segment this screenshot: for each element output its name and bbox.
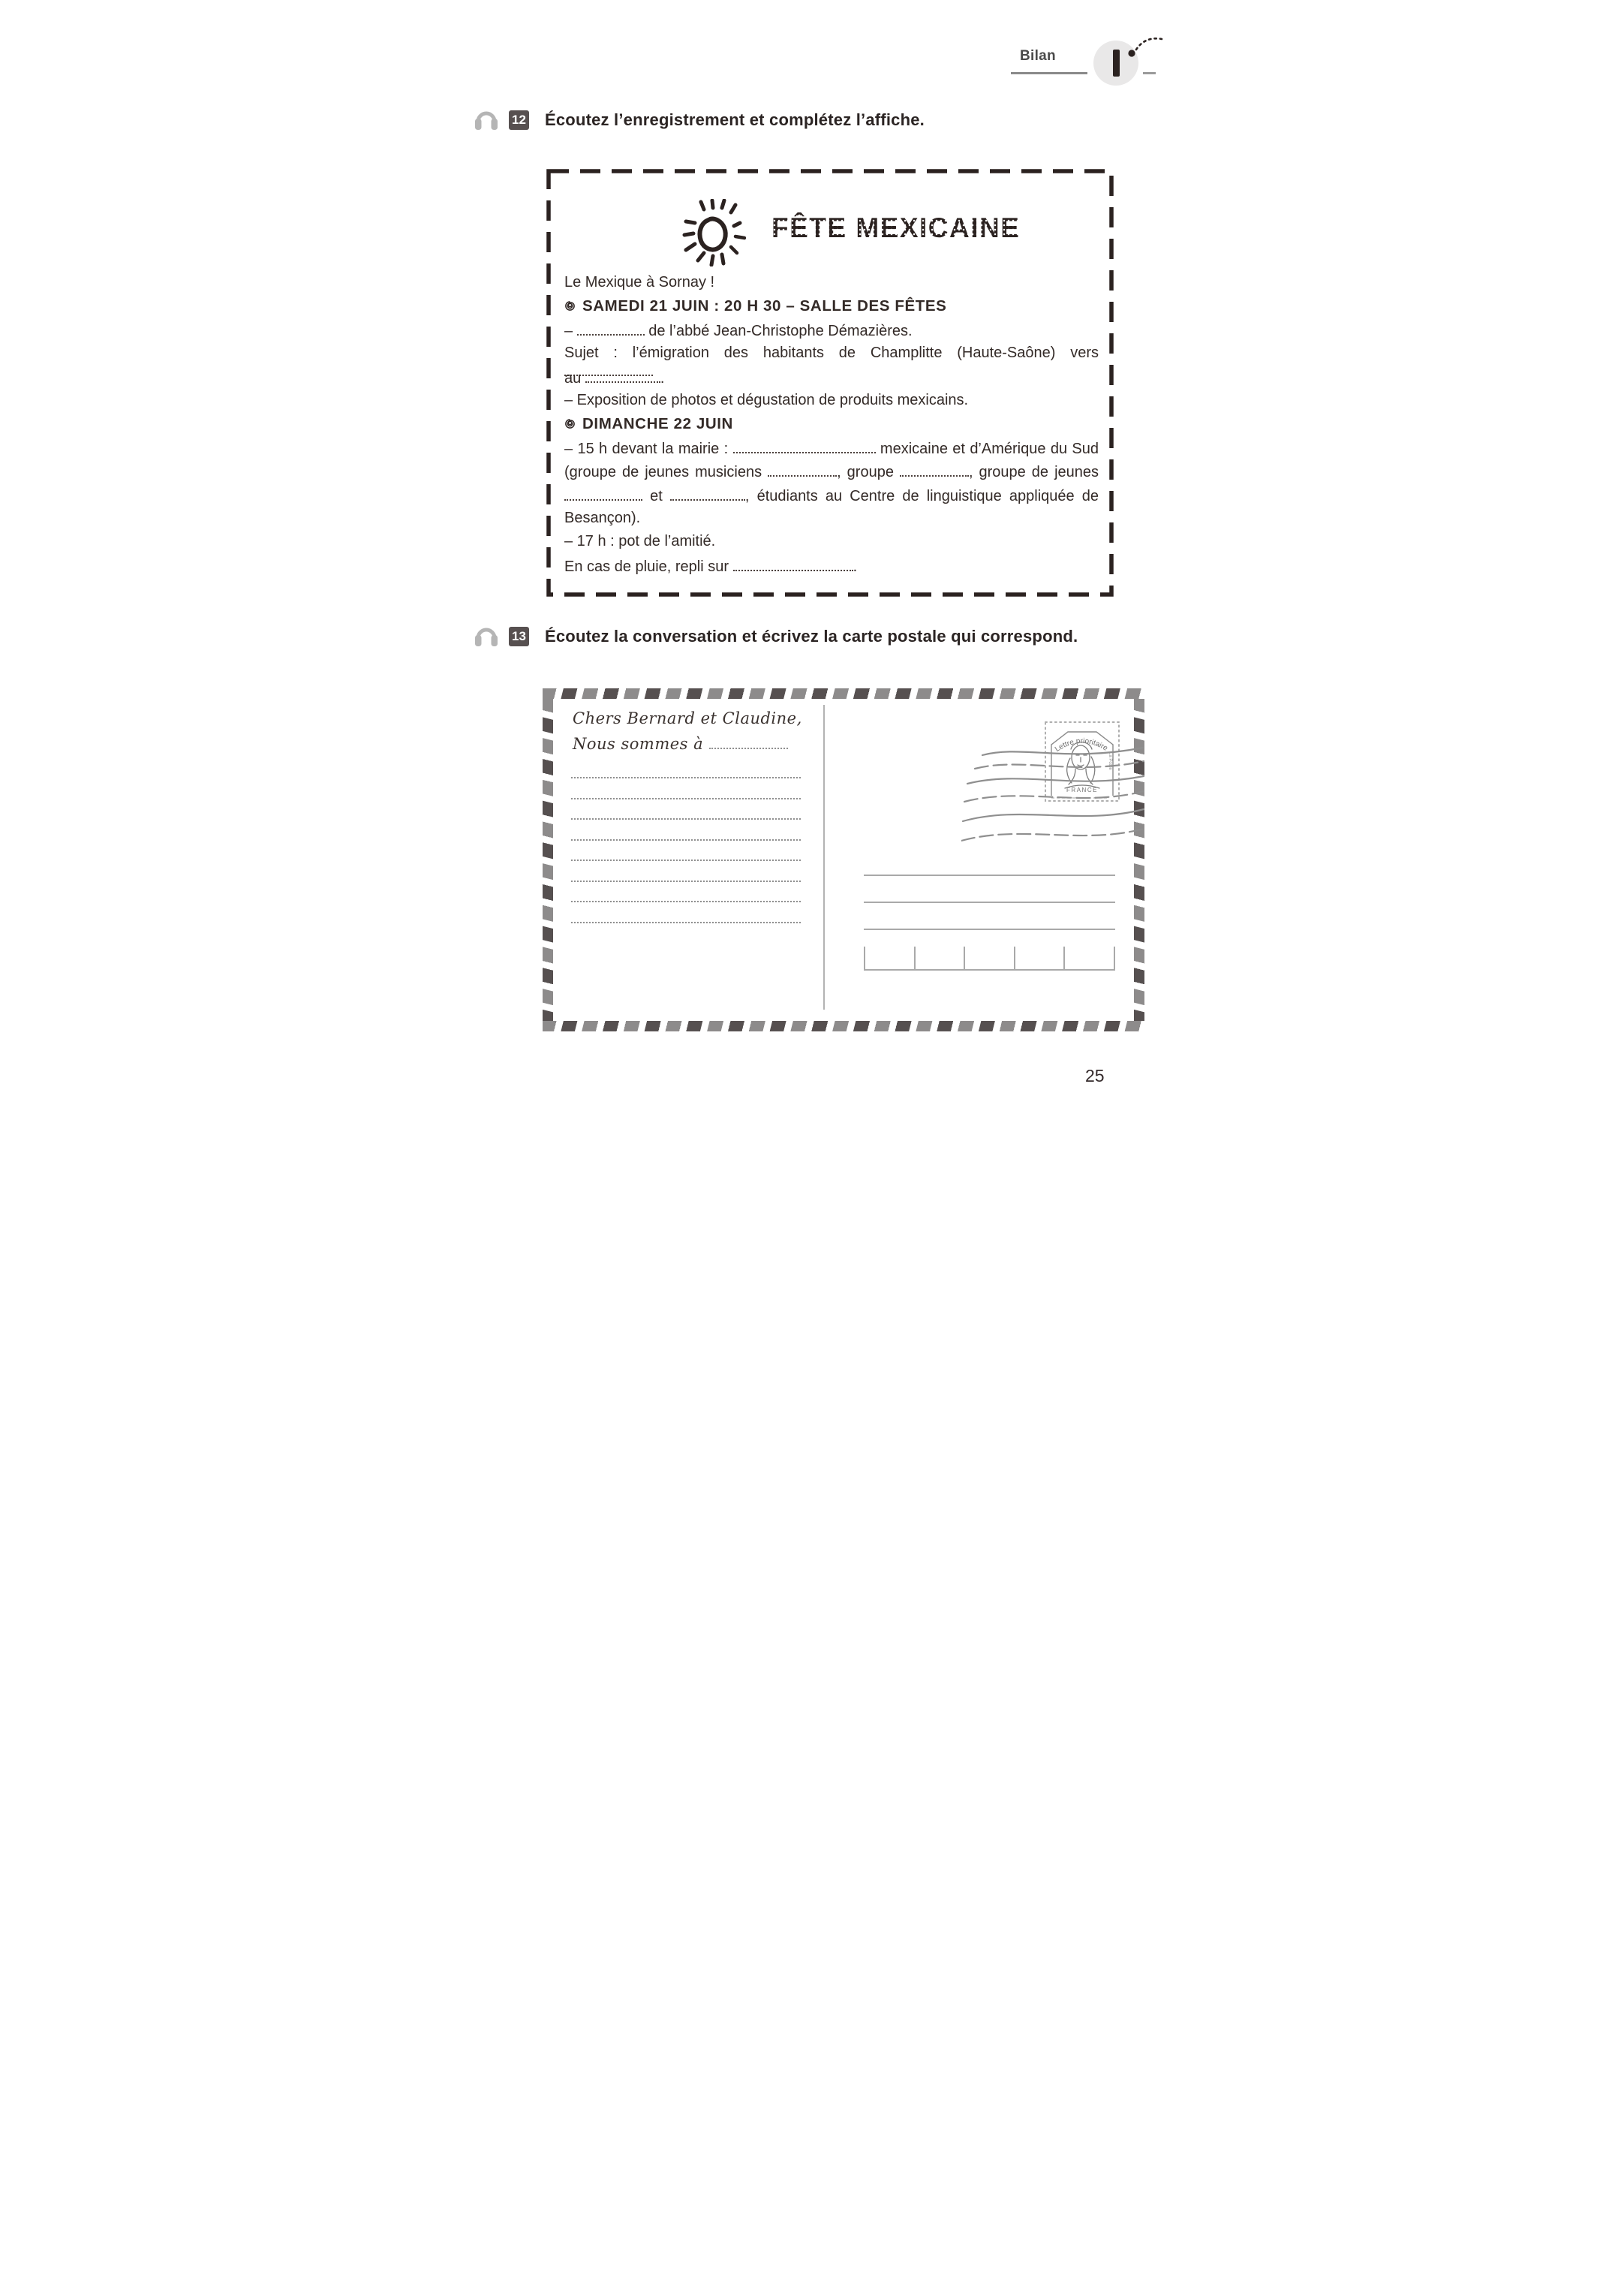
poster-sunday-line: – 15 h devant la mairie : mexicaine et d’Amérique du Sud [564,440,1099,457]
exercise-instruction: Écoutez l’enregistrement et complétez l’affiche. [545,110,925,129]
airmail-stripe-bottom [543,1021,1144,1031]
fill-blank[interactable] [709,735,788,749]
airmail-stripe-left [543,699,553,1021]
music-note-trail-icon [1123,30,1168,62]
poster-rain-line: En cas de pluie, repli sur . [564,558,858,575]
address-line[interactable] [864,875,1115,876]
exercise-instruction: Écoutez la conversation et écrivez la carte postale qui correspond. [545,627,1078,646]
stamp-top-label: Lettre prioritaire [1053,736,1109,754]
postal-code-boxes[interactable] [864,947,1115,971]
poster-au-line: au . [564,369,665,387]
mexican-party-poster [546,169,1114,597]
poster-body [564,274,1099,580]
message-line[interactable] [571,839,801,841]
headphones-icon [474,625,499,649]
fill-blank[interactable] [670,486,745,501]
message-line[interactable] [571,818,801,820]
poster-day2-heading: DIMANCHE 22 JUIN [564,415,1099,438]
message-line[interactable] [571,922,801,923]
section-underline [1011,72,1087,74]
fill-blank[interactable] [900,462,969,477]
fill-blank[interactable] [585,369,660,383]
postcard-opening-line: Nous sommes à [573,735,788,753]
stamp-side-label: La Poste [1108,752,1112,770]
exercise-number-badge: 13 [509,627,529,646]
page-number: 25 [1085,1066,1105,1085]
fill-blank[interactable] [733,557,853,571]
fill-blank[interactable] [768,462,837,477]
poster-students-line: et , étudiants au Centre de linguistique appliquée de [564,486,1099,510]
postcard-greeting: Chers Bernard et Claudine, [573,709,802,727]
poster-day1-heading: SAMEDI 21 JUIN : 20 H 30 – SALLE DES FÊTES [564,297,1099,321]
poster-expo-line: – Exposition de photos et dégustation de produits mexicains. [564,391,969,408]
unit-number-glyph [1113,50,1120,77]
stamp-country-label: FRANCE [1066,787,1098,793]
message-line[interactable] [571,901,801,902]
fill-blank[interactable] [577,321,645,336]
section-label: Bilan [1020,48,1056,64]
exercise-12-header [474,108,925,132]
stamp-and-postmark [961,713,1144,863]
poster-17h-line: – 17 h : pot de l’amitié. [564,533,716,550]
sun-icon [681,199,746,266]
exercise-13-header [474,625,1078,649]
poster-conference-line: – de l’abbé Jean-Christophe Démazières. [564,322,913,339]
spiral-bullet-icon [564,300,576,312]
headphones-icon [474,108,499,132]
poster-subject-line: Sujet : l’émigration des habitants de Champlitte (Haute-Saône) vers [564,345,1099,368]
airmail-stripe-top [543,688,1144,699]
poster-groups-line: (groupe de jeunes musiciens , groupe , groupe de jeunes [564,464,1099,481]
address-line[interactable] [864,929,1115,930]
poster-title: FÊTE MEXICAINE [771,212,1094,244]
message-line[interactable] [571,860,801,861]
fill-blank[interactable] [733,439,876,453]
unit-dash-decoration [1143,72,1156,74]
poster-intro: Le Mexique à Sornay ! [564,274,715,291]
workbook-page [406,0,1218,1138]
address-line[interactable] [864,902,1115,903]
poster-besancon-line: Besançon). [564,509,641,526]
spiral-bullet-icon [564,418,576,429]
postcard [543,688,1144,1031]
postcard-divider [823,705,825,1010]
fill-blank[interactable] [564,486,642,501]
message-line[interactable] [571,798,801,799]
message-line[interactable] [571,881,801,882]
message-line[interactable] [571,777,801,778]
exercise-number-badge: 12 [509,110,529,130]
